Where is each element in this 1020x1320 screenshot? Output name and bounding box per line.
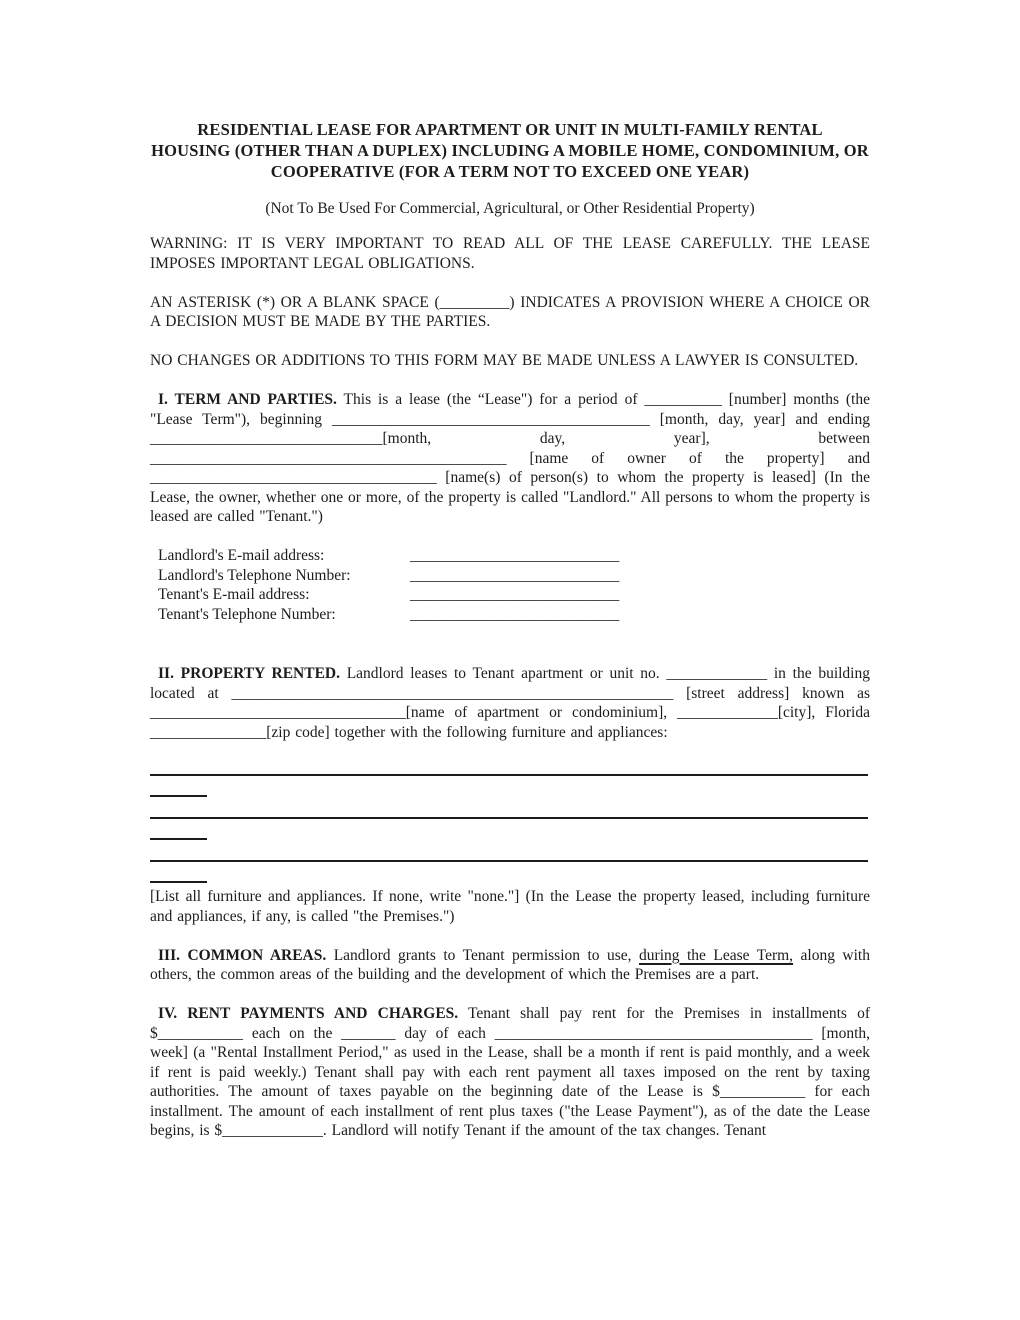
document-title-line-3: COOPERATIVE (FOR A TERM NOT TO EXCEED ONE YEAR) xyxy=(270,162,750,181)
furniture-blank-line-short xyxy=(150,862,207,884)
furniture-blank-line-short xyxy=(150,776,207,798)
section-i-body: This is a lease (the “Lease") for a period of __________ [number] months (the "Lease Term"), beginning _________________________________________ [month, day, year] and ending ______________________________[month, day, year], between ______________________________________________ [name of owner of the property] and _____________________________________ [name(s) of person(s) to whom the property is leased] (In the Lease, the owner, whether one or more, of the property is called "Landlord." All persons to whom the property is leased are called "Tenant.") xyxy=(150,391,870,525)
section-rent-payments xyxy=(150,1004,870,1141)
contact-row-tenant-email xyxy=(158,585,870,605)
section-iv-body: Tenant shall pay rent for the Premises in installments of $___________ each on the _______ day of each _________________________________________ [month, week] (a "Rental Installment Period," as used in the Lease, shall be a month if rent is paid monthly, and a week if rent is paid weekly.) Tenant shall pay with each rent payment all taxes imposed on the rent by taxing authorities. The amount of taxes payable on the beginning date of the Lease is $___________ for each installment. The amount of each installment of rent plus taxes ("the Lease Payment"), as of the date the Lease begins, is $_____________. Landlord will notify Tenant if the amount of the tax changes. Tenant xyxy=(150,1005,871,1139)
document-title-line-1: RESIDENTIAL LEASE FOR APARTMENT OR UNIT IN MULTI-FAMILY RENTAL xyxy=(197,120,823,139)
section-property-rented xyxy=(150,664,870,742)
no-changes-notice: NO CHANGES OR ADDITIONS TO THIS FORM MAY BE MADE UNLESS A LAWYER IS CONSULTED. xyxy=(150,352,859,369)
furniture-blank-line-short xyxy=(150,819,207,841)
lease-term-underlined-phrase: during the Lease Term, xyxy=(639,946,794,964)
tenant-email-blank-line: ___________________________ xyxy=(410,586,620,603)
landlord-email-blank-line: ___________________________ xyxy=(410,547,620,564)
furniture-note: [List all furniture and appliances. If none, write "none."] (In the Lease the property leased, including furniture and appliances, if any, is called "the Premises.") xyxy=(150,888,870,925)
furniture-blank-line-full xyxy=(150,797,868,819)
tenant-phone-blank-line: ___________________________ xyxy=(410,605,620,623)
warning-notice: WARNING: IT IS VERY IMPORTANT TO READ ALL OF THE LEASE CAREFULLY. THE LEASE IMPOSES IMPORTANT LEGAL OBLIGATIONS. xyxy=(150,235,870,272)
section-iv-heading: IV. RENT PAYMENTS AND CHARGES. xyxy=(158,1005,459,1022)
section-ii-heading: II. PROPERTY RENTED. xyxy=(158,665,340,682)
landlord-email-label: Landlord's E-mail address: xyxy=(158,547,325,564)
section-iii-heading: III. COMMON AREAS. xyxy=(158,946,327,964)
contact-row-tenant-phone xyxy=(158,605,870,625)
furniture-list-blanks xyxy=(150,754,870,883)
contact-row-landlord-email xyxy=(158,546,870,566)
tenant-phone-label: Tenant's Telephone Number: xyxy=(158,605,336,623)
document-title-line-2: HOUSING (OTHER THAN A DUPLEX) INCLUDING A MOBILE HOME, CONDOMINIUM, OR xyxy=(151,141,869,160)
document-title xyxy=(150,119,870,182)
landlord-phone-label: Landlord's Telephone Number: xyxy=(158,566,351,584)
section-ii-body: Landlord leases to Tenant apartment or unit no. _____________ in the building located at _________________________________________________________ [street address] known as _________________________________[name of apartment or condominium], _____________[city], Florida _______________[zip code] together with the following furniture and appliances: xyxy=(150,665,870,741)
document-subtitle: (Not To Be Used For Commercial, Agricultural, or Other Residential Property) xyxy=(265,200,755,217)
furniture-blank-line-full xyxy=(150,754,868,776)
tenant-email-label: Tenant's E-mail address: xyxy=(158,586,310,603)
section-term-and-parties xyxy=(150,390,870,527)
contact-fields xyxy=(158,546,870,624)
asterisk-notice: AN ASTERISK (*) OR A BLANK SPACE (_________) INDICATES A PROVISION WHERE A CHOICE OR A DECISION MUST BE MADE BY THE PARTIES. xyxy=(150,293,870,330)
section-iii-body-before: Landlord grants to Tenant permission to use, xyxy=(326,946,640,964)
section-common-areas xyxy=(150,946,870,985)
contact-row-landlord-phone xyxy=(158,566,870,586)
furniture-blank-line-full xyxy=(150,840,868,862)
landlord-phone-blank-line: ___________________________ xyxy=(410,566,620,584)
section-i-heading: I. TERM AND PARTIES. xyxy=(158,391,337,408)
section-iii-body-after: along with others, the common areas of the building and the development of which the Premises are a part. xyxy=(150,946,870,983)
